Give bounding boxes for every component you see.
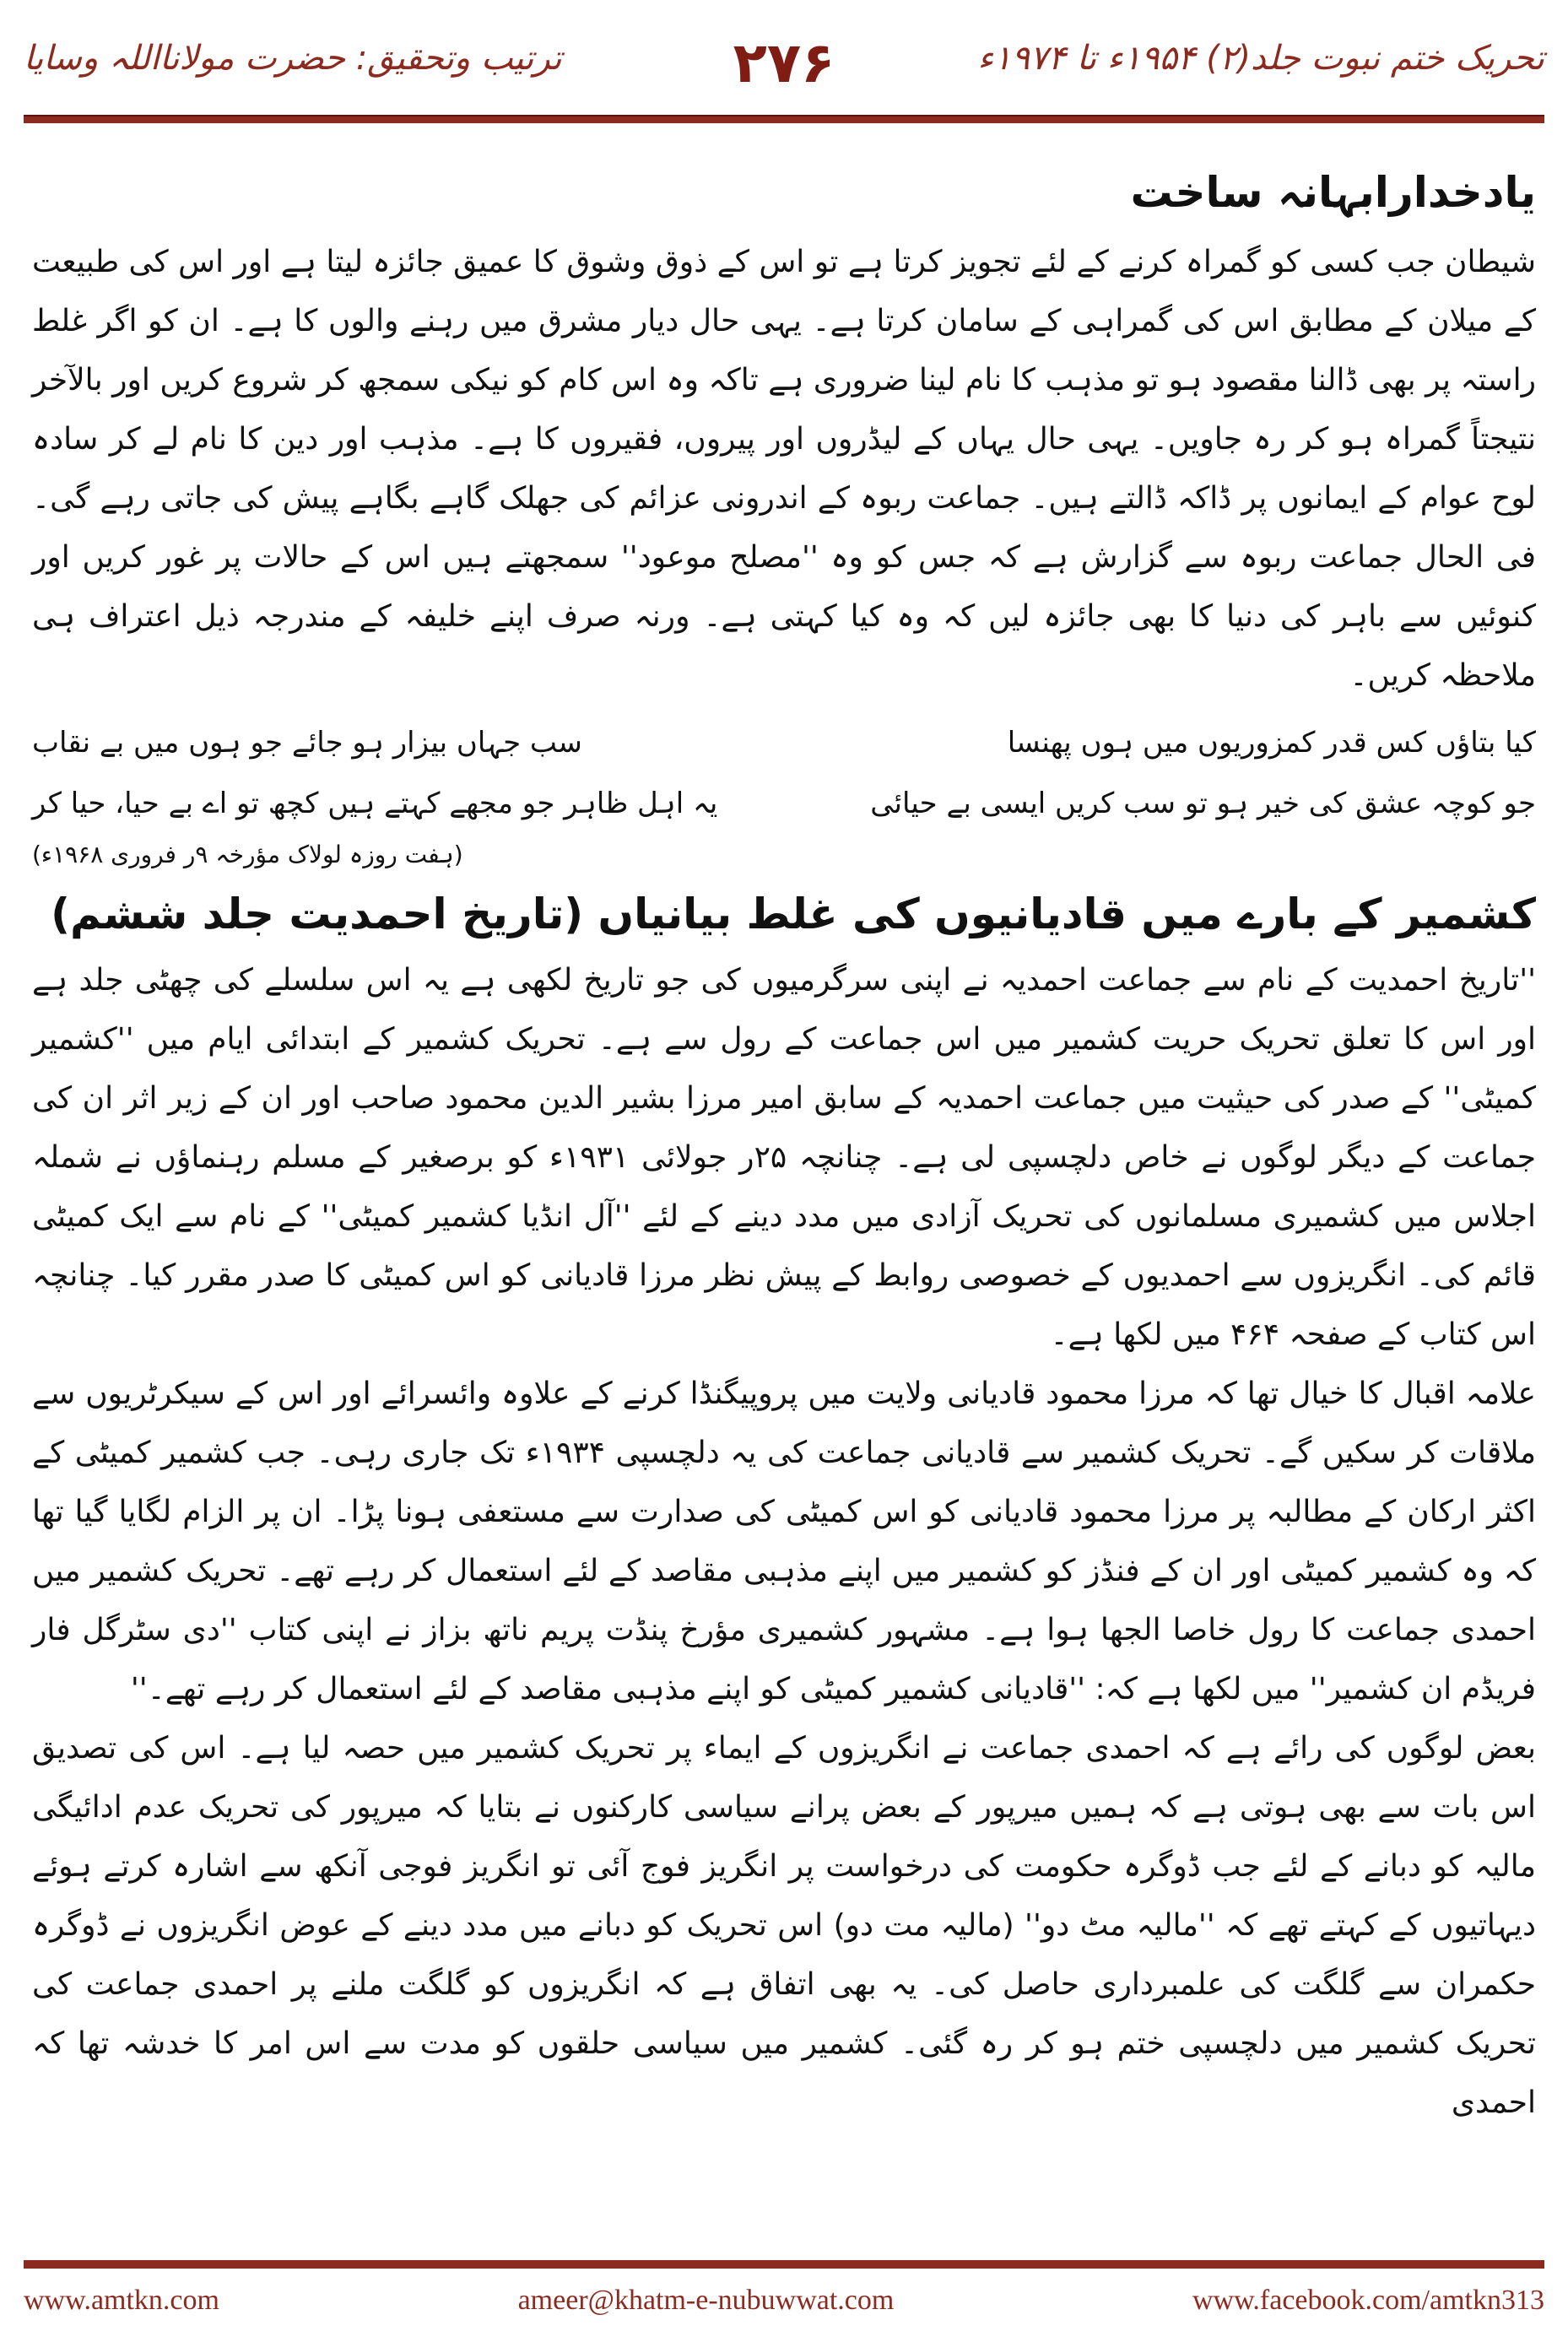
poem-line xyxy=(32,712,1536,773)
poem-verse-left: سب جہاں بیزار ہو جائے جو ہوں میں بے نقاب xyxy=(32,726,582,760)
website-link[interactable]: www.amtkn.com xyxy=(24,2285,219,2316)
email-address[interactable]: ameer@khatm-e-nubuwwat.com xyxy=(517,2285,895,2316)
paragraph-4: بعض لوگوں کی رائے ہے کہ احمدی جماعت نے انگریزوں کے ایماء پر تحریک کشمیر میں حصہ لیا ہے۔ اس کی تصدیق اس بات سے بھی ہوتی ہے کہ ہمیں میرپور کے بعض پرانے سیاسی کارکنوں نے بتایا کہ میرپور کی تحریک عدم ادائیگی مالیہ کو دبانے کے لئے جب ڈوگرہ حکومت کی درخواست پر انگریز فوج آئی تو انگریز فوجی آنکھ سے اشارہ کرتے ہوئے دیہاتیوں کے کہتے تھے کہ ''مالیہ مٹ دو'' (مالیہ مت دو) اس تحریک کو دبانے میں مدد دینے کے عوض انگریزوں نے ڈوگرہ حکمران سے گلگت کی علمبرداری حاصل کی۔ یہ بھی اتفاق ہے کہ انگریزوں کو گلگت ملنے پر احمدی جماعت کی تحریک کشمیر میں دلچسپی ختم ہو کر رہ گئی۔ کشمیر میں سیاسی حلقوں کو مدت سے اس امر کا خدشہ تھا کہ احمدی xyxy=(32,1731,1536,2120)
paragraph-2: ''تاریخ احمدیت کے نام سے جماعت احمدیہ نے اپنی سرگرمیوں کی جو تاریخ لکھی ہے یہ اس سلسلے کی چھٹی جلد ہے اور اس کا تعلق تحریک حریت کشمیر میں اس جماعت کے رول سے ہے۔ تحریک کشمیر کے ابتدائی ایام میں ''کشمیر کمیٹی'' کے صدر کی حیثیت میں جماعت احمدیہ کے سابق امیر مرزا بشیر الدین محمود صاحب اور ان کے زیر اثر ان کی جماعت کے دیگر لوگوں نے خاص دلچسپی لی ہے۔ چنانچہ ۲۵ر جولائی ۱۹۳۱ء کو برصغیر کے مسلم رہنماؤں نے شملہ اجلاس میں کشمیری مسلمانوں کی تحریک آزادی میں مدد دینے کے لئے ''آل انڈیا کشمیر کمیٹی'' کے نام سے ایک کمیٹی قائم کی۔ انگریزوں سے احمدیوں کے خصوصی روابط کے پیش نظر مرزا قادیانی کو اس کمیٹی کا صدر مقرر کیا۔ چنانچہ اس کتاب کے صفحہ ۴۶۴ میں لکھا ہے۔ xyxy=(32,963,1537,1352)
book-title: تحریک ختم نبوت جلد(۲) ۱۹۵۴ء تا ۱۹۷۴ء xyxy=(977,39,1544,78)
page-header xyxy=(24,15,1544,115)
compiler-credit: ترتیب وتحقیق: حضرت مولانااللہ وسایا xyxy=(24,39,562,78)
paragraph-3: علامہ اقبال کا خیال تھا کہ مرزا محمود قادیانی ولایت میں پروپیگنڈا کرنے کے علاوہ وائسرائے اور اس کے سیکرٹریوں سے ملاقات کر سکیں گے۔ تحریک کشمیر سے قادیانی جماعت کی یہ دلچسپی ۱۹۳۴ء تک جاری رہی۔ جب کشمیر کمیٹی کے اکثر ارکان کے مطالبہ پر مرزا محمود قادیانی کو اس کمیٹی کی صدارت سے مستعفی ہونا پڑا۔ ان پر الزام لگایا گیا تھا کہ وہ کشمیر کمیٹی اور ان کے فنڈز کو کشمیر میں اپنے مذہبی مقاصد کے لئے استعمال کر رہے تھے۔ تحریک کشمیر میں احمدی جماعت کا رول خاصا الجھا ہوا ہے۔ مشہور کشمیری مؤرخ پنڈت پریم ناتھ بزاز نے اپنی کتاب ''دی سٹرگل فار فریڈم ان کشمیر'' میں لکھا ہے کہ: ''قادیانی کشمیر کمیٹی کو اپنے مذہبی مقاصد کے لئے استعمال کر رہے تھے۔'' xyxy=(32,1377,1537,1706)
header-divider xyxy=(24,115,1544,123)
poem-citation: (ہفت روزہ لولاک مؤرخہ ۹ر فروری ۱۹۶۸ء) xyxy=(32,841,463,868)
poem-verse-right: جو کوچہ عشق کی خیر ہو تو سب کریں ایسی بے حیائی xyxy=(870,787,1536,820)
section-heading-2: کشمیر کے بارے میں قادیانیوں کی غلط بیانیاں (تاریخ احمدیت جلد ششم) xyxy=(51,890,1536,938)
page-footer xyxy=(24,2280,1544,2321)
poem-line xyxy=(32,773,1536,834)
facebook-link[interactable]: www.facebook.com/amtkn313 xyxy=(1192,2285,1544,2316)
page-number: ۲۷۶ xyxy=(733,30,835,95)
poem-verse-right: کیا بتاؤں کس قدر کمزوریوں میں ہوں پھنسا xyxy=(1007,726,1536,760)
paragraph-1: شیطان جب کسی کو گمراہ کرنے کے لئے تجویز کرتا ہے تو اس کے ذوق وشوق کا عمیق جائزہ لیتا ہے اور اس کی طبیعت کے میلان کے مطابق اس کی گمراہی کے سامان کرتا ہے۔ یہی حال دیار مشرق میں رہنے والوں کا ہے۔ ان کو اگر غلط راستہ پر بھی ڈالنا مقصود ہو تو مذہب کا نام لینا ضروری ہے تاکہ وہ اس کام کو نیکی سمجھ کر شروع کریں اور بالآخر نتیجتاً گمراہ ہو کر رہ جاویں۔ یہی حال یہاں کے لیڈروں اور پیروں، فقیروں کا ہے۔ مذہب اور دین کا نام لے کر سادہ لوح عوام کے ایمانوں پر ڈاکہ ڈالتے ہیں۔ جماعت ربوہ کے اندرونی عزائم کی جھلک گاہے بگاہے پیش کی جاتی رہے گی۔ فی الحال جماعت ربوہ سے گزارش ہے کہ جس کو وہ ''مصلح موعود'' سمجھتے ہیں اس کے حالات پر غور کریں اور کنوئیں سے باہر کی دنیا کا بھی جائزہ لیں کہ وہ کیا کہتی ہے۔ ورنہ صرف اپنے خلیفہ کے مندرجہ ذیل اعتراف ہی ملاحظہ کریں۔ xyxy=(32,245,1536,693)
page-body xyxy=(32,167,1536,2133)
footer-divider xyxy=(24,2260,1544,2269)
poem-block xyxy=(32,712,1536,834)
section-heading-1: یادخدارابہانہ ساخت xyxy=(1130,168,1536,217)
poem-verse-left: یہ اہل ظاہر جو مجھے کہتے ہیں کچھ تو اے بے حیا، حیا کر xyxy=(31,787,718,820)
